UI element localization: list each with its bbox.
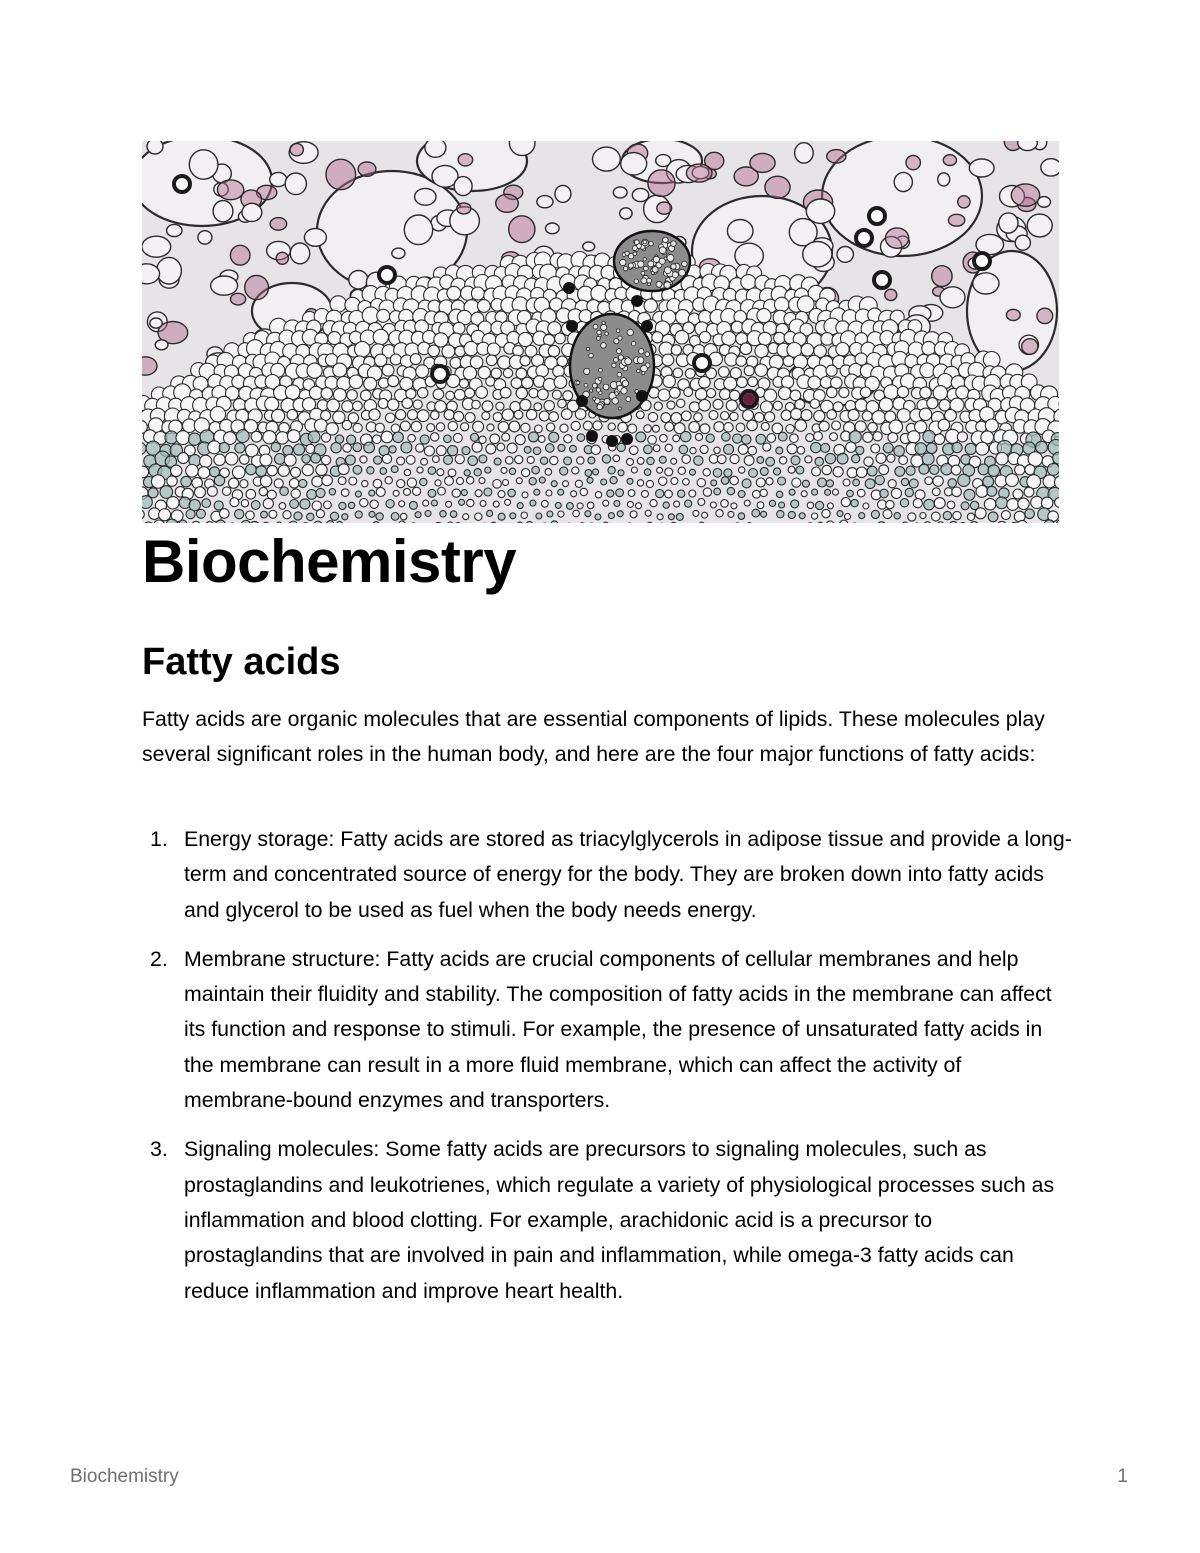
functions-list	[142, 822, 1072, 1323]
section-heading: Fatty acids	[142, 641, 341, 683]
list-item	[142, 1132, 1072, 1308]
page-number: 1	[1117, 1466, 1128, 1487]
list-item-text: Energy storage: Fatty acids are stored as triacylglycerols in adipose tissue and provide a long-term and concentrated source of energy for the body. They are broken down into fatty acids and glycerol to be used as fuel when the body needs energy.	[184, 827, 1072, 922]
cover-image	[142, 141, 1059, 523]
plant-tissue-micrograph-icon	[142, 141, 1059, 523]
list-item-text: Signaling molecules: Some fatty acids are precursors to signaling molecules, such as prostaglandins and leukotrienes, which regulate a variety of physiological processes such as inflammation and blood clotting. For example, arachidonic acid is a precursor to prostaglandins that are involved in pain and inflammation, while omega-3 fatty acids can reduce inflammation and improve heart health.	[184, 1137, 1055, 1303]
list-item-number: 3.	[150, 1137, 168, 1162]
document-title: Biochemistry	[142, 528, 517, 595]
list-item	[142, 942, 1072, 1118]
list-item	[142, 822, 1072, 928]
list-item-text: Membrane structure: Fatty acids are crucial components of cellular membranes and help maintain their fluidity and stability. The composition of fatty acids in the membrane can affect its function and response to stimuli. For example, the presence of unsaturated fatty acids in the membrane can result in a more fluid membrane, which can affect the activity of membrane-bound enzymes and transporters.	[184, 946, 1052, 1113]
list-item-number: 2.	[150, 946, 168, 971]
footer-title: Biochemistry	[70, 1466, 179, 1487]
list-item-number: 1.	[150, 827, 168, 851]
intro-paragraph: Fatty acids are organic molecules that are essential components of lipids. These molecules play several significant roles in the human body, and here are the four major functions of fatty acids:	[142, 707, 1045, 767]
